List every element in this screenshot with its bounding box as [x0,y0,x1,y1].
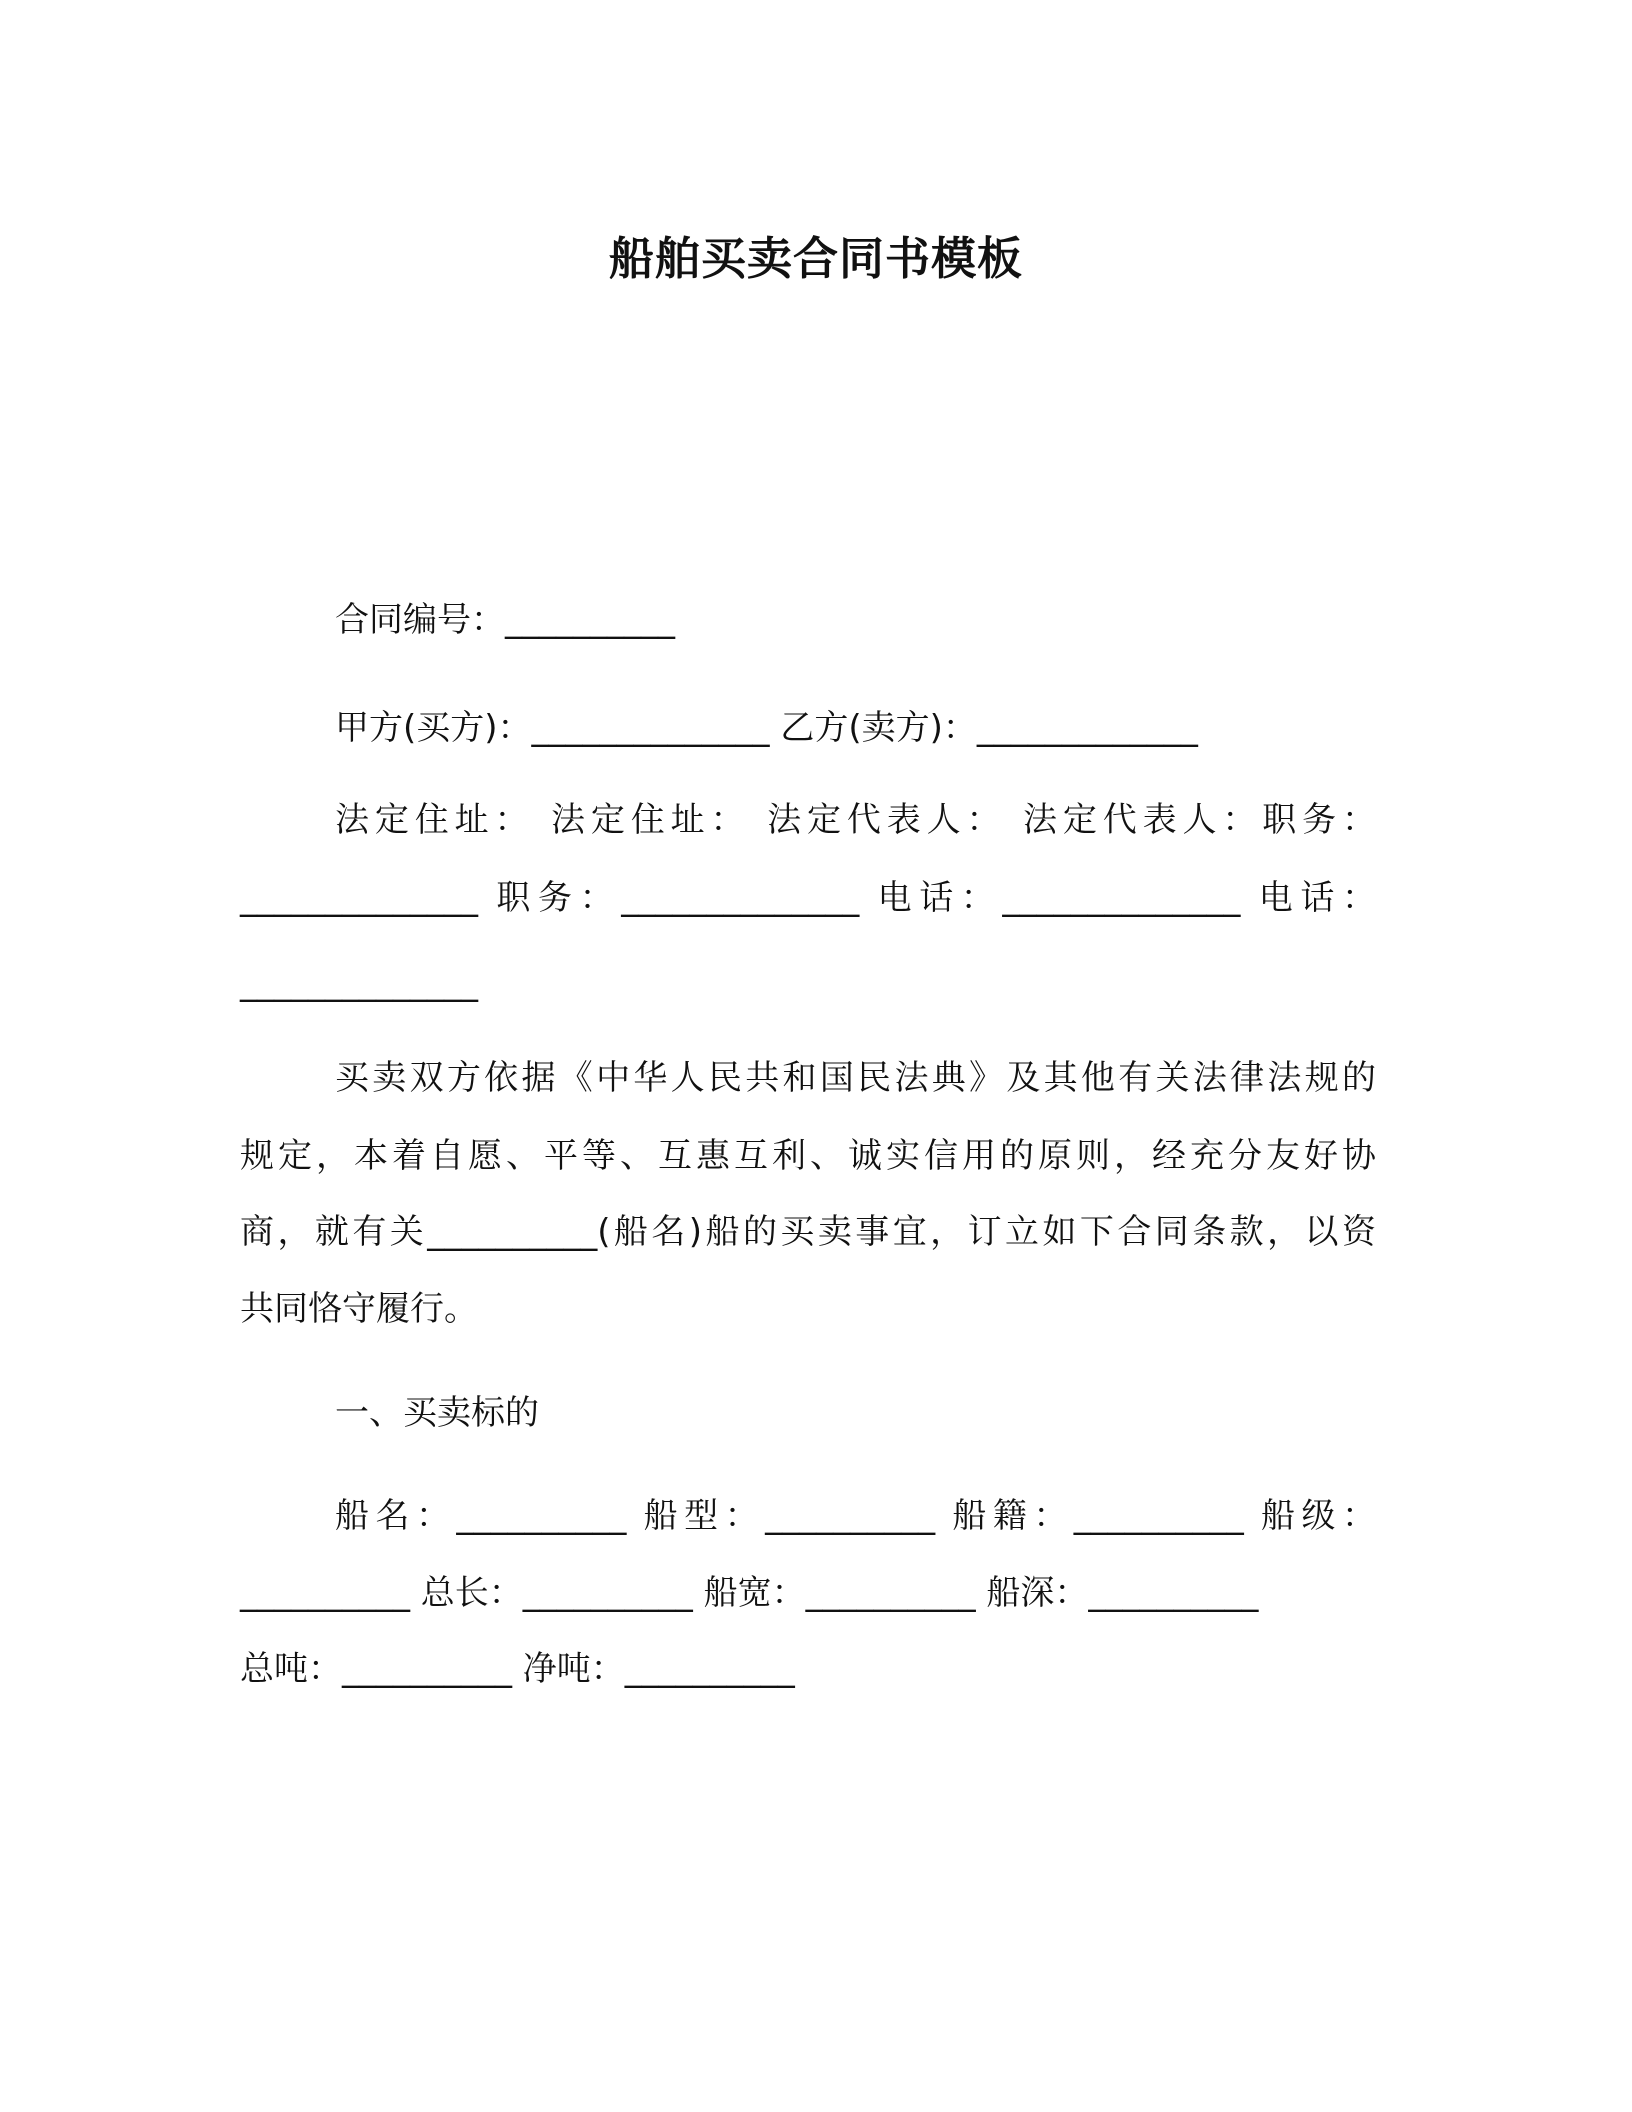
document-title: 船舶买卖合同书模板 [608,232,1023,285]
parties-line: 甲方(买方)：______________ 乙方(卖方)：_____________ [335,708,1198,748]
preamble-line-4: 共同恪守履行。 [240,1289,478,1329]
ship-info-line-1: 船名：__________ 船型：__________ 船籍：__________ 船级： [335,1496,1376,1536]
party-info-line-1: 法定住址： 法定住址： 法定代表人： 法定代表人：职务： [335,800,1376,840]
preamble-line-1: 买卖双方依据《中华人民共和国民法典》及其他有关法律法规的 [335,1058,1376,1098]
ship-info-line-3: 总吨：__________ 净吨：__________ [240,1649,795,1689]
section-heading-1: 一、买卖标的 [335,1393,539,1433]
party-info-line-2: ______________ 职务：______________ 电话：______________ 电话： [240,878,1376,918]
party-info-line-3: ______________ [240,963,478,1003]
contract-number-line: 合同编号：__________ [335,600,675,640]
preamble-line-3: 商，就有关__________(船名)船的买卖事宜，订立如下合同条款，以资 [240,1212,1376,1252]
preamble-line-2: 规定，本着自愿、平等、互惠互利、诚实信用的原则，经充分友好协 [240,1136,1376,1176]
ship-info-line-2: __________ 总长：__________ 船宽：__________ 船深：__________ [240,1573,1259,1613]
